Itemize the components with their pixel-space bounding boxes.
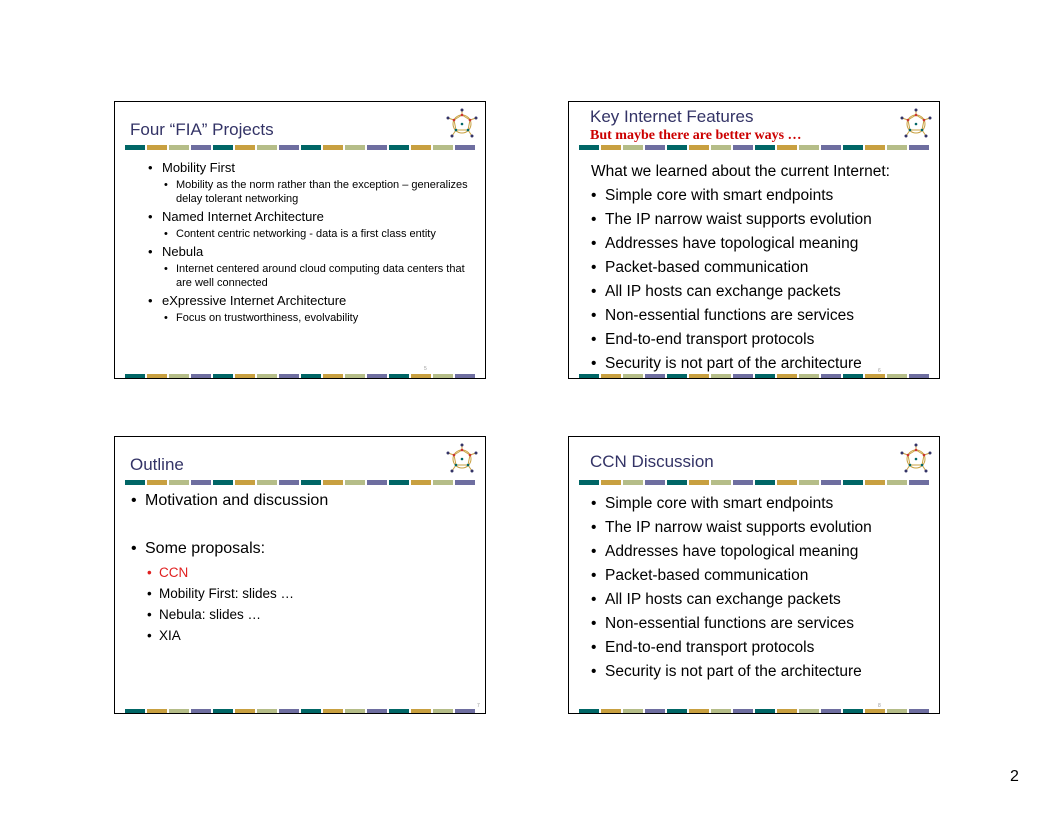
slide-body <box>148 159 478 327</box>
sub-list-item: • Nebula: slides … <box>147 604 471 625</box>
list-item: • eXpressive Internet Architecture • Focus on trustworthiness, evolvability <box>148 292 478 325</box>
title-bar <box>579 480 929 485</box>
list-item: • Addresses have topological meaning <box>591 232 931 256</box>
sub-list-item: • Mobility as the norm rather than the exception – generalizes delay tolerant networking <box>164 178 478 206</box>
network-logo-icon <box>445 108 479 140</box>
slide-body <box>591 160 931 376</box>
handout-page-number: 2 <box>1010 768 1019 785</box>
list-item: • Nebula • Internet centered around cloud computing data centers that are well connected <box>148 243 478 290</box>
slide-title: Outline <box>130 455 184 474</box>
network-logo-icon <box>445 443 479 475</box>
slide-body <box>131 490 471 646</box>
sub-list-item: • Focus on trustworthiness, evolvability <box>164 311 478 325</box>
sub-list-item: • XIA <box>147 625 471 646</box>
list-item: • Non-essential functions are services <box>591 304 931 328</box>
list-item: • The IP narrow waist supports evolution <box>591 208 931 232</box>
list-item: • Mobility First • Mobility as the norm rather than the exception – generalizes delay tolerant networking <box>148 159 478 206</box>
list-item: • Simple core with smart endpoints <box>591 184 931 208</box>
list-item: • Packet-based communication <box>591 564 931 588</box>
slide-ccn-discussion <box>568 436 940 714</box>
list-item: • Security is not part of the architecture <box>591 352 931 376</box>
intro-text: What we learned about the current Internet: <box>591 163 890 180</box>
sub-list-item-ccn: • CCN <box>147 562 471 583</box>
footer-bar <box>579 709 929 713</box>
slide-title: CCN Discussion <box>590 452 714 471</box>
network-logo-icon <box>899 108 933 140</box>
footer-bar <box>125 709 475 713</box>
footer-bar <box>579 374 929 378</box>
title-bar <box>579 145 929 150</box>
list-item: • Motivation and discussion <box>131 490 471 512</box>
slide-page-number: 7 <box>477 703 480 709</box>
list-item: • Non-essential functions are services <box>591 612 931 636</box>
sub-list-item: • Internet centered around cloud computing data centers that are well connected <box>164 262 478 290</box>
list-item: • Packet-based communication <box>591 256 931 280</box>
list-item: • End-to-end transport protocols <box>591 328 931 352</box>
slide-subtitle: But maybe there are better ways … <box>590 128 802 143</box>
network-logo-icon <box>899 443 933 475</box>
slide-four-fia-projects <box>114 101 486 379</box>
slide-page-number: 6 <box>878 368 881 374</box>
sub-list-item: • Mobility First: slides … <box>147 583 471 604</box>
list-item: • Some proposals: • CCN • Mobility First: slides … • Nebula: slides … • XIA <box>131 538 471 646</box>
title-bar <box>125 145 475 150</box>
slide-key-internet-features <box>568 101 940 379</box>
list-item: • Addresses have topological meaning <box>591 540 931 564</box>
list-item: • Simple core with smart endpoints <box>591 492 931 516</box>
title-bar <box>125 480 475 485</box>
slide-title: Four “FIA” Projects <box>130 120 274 139</box>
list-item: • Security is not part of the architecture <box>591 660 931 684</box>
list-item: • All IP hosts can exchange packets <box>591 588 931 612</box>
footer-bar <box>125 374 475 378</box>
list-item: • The IP narrow waist supports evolution <box>591 516 931 540</box>
list-item: • All IP hosts can exchange packets <box>591 280 931 304</box>
slide-title: Key Internet Features <box>590 107 754 126</box>
sub-list-item: • Content centric networking - data is a first class entity <box>164 227 478 241</box>
slide-page-number: 5 <box>424 366 427 372</box>
slide-body <box>591 492 931 684</box>
list-item: • Named Internet Architecture • Content centric networking - data is a first class entity <box>148 208 478 241</box>
slide-page-number: 8 <box>878 703 881 709</box>
list-item: • End-to-end transport protocols <box>591 636 931 660</box>
slide-outline <box>114 436 486 714</box>
